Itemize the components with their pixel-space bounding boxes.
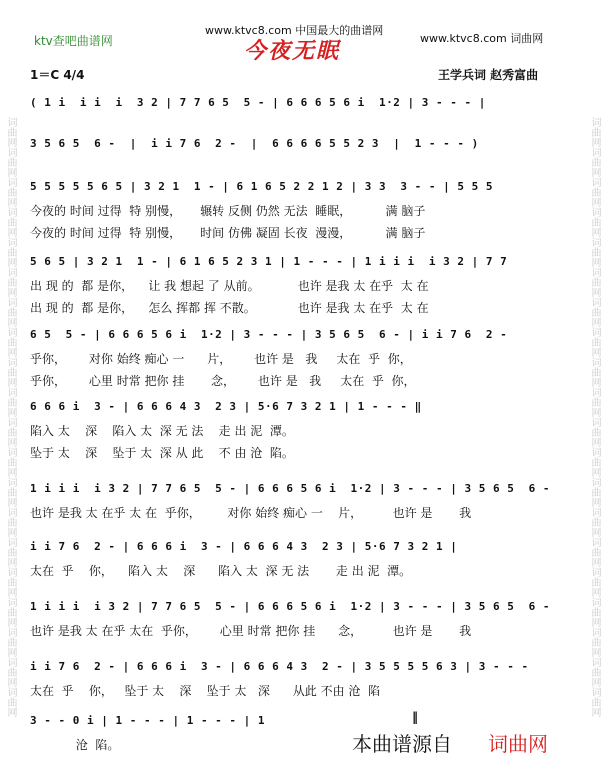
lyric-line: 出 现 的 都 是你， 让 我 想起 了 从前。 也许 是我 太 在乎 太 在 xyxy=(30,279,429,293)
notation-row: i i 7 6 2 - | 6 6 6 i 3 - | 6 6 6 4 3 2 3 | 5·6 7 3 2 1 | xyxy=(30,540,458,553)
lyric-line: 太在 乎 你， 坠于 太 深 坠于 太 深 从此 不由 沧 陷 xyxy=(30,684,381,698)
key-meter: 1＝C 4/4 xyxy=(30,68,85,82)
footer-source-label: 本曲谱源自 xyxy=(352,732,452,756)
notation-row: ( 1 i i i i 3 2 | 7 7 6 5 5 - | 6 6 6 5 6 i 1·2 | 3 - - - | xyxy=(30,96,486,109)
footer-site-label: 词曲网 xyxy=(488,732,548,756)
lyric-line: 今夜的 时间 过得 特 别慢， 辗转 反侧 仍然 无法 睡眠， 满 脑子 xyxy=(30,204,426,218)
lyric-line: 乎你， 心里 时常 把你 挂 念， 也许 是 我 太在 乎 你， xyxy=(30,374,416,388)
notation-row: 5 6 5 | 3 2 1 1 - | 6 1 6 5 2 3 1 | 1 - - - | 1 i i i i 3 2 | 7 7 xyxy=(30,255,508,268)
lyric-line: 乎你， 对你 始终 痴心 一 片， 也许 是 我 太在 乎 你， xyxy=(30,352,412,366)
lyric-line: 陷入 太 深 陷入 太 深 无 法 走 出 泥 潭。 xyxy=(30,424,294,438)
notation-row: i i 7 6 2 - | 6 6 6 i 3 - | 6 6 6 4 3 2 - | 3 5 5 5 5 6 3 | 3 - - - xyxy=(30,660,529,673)
credits: 王学兵词 赵秀富曲 xyxy=(438,68,539,82)
end-barline-mark: ‖ xyxy=(412,710,418,724)
notation-row: 6 6 6 i 3 - | 6 6 6 4 3 2 3 | 5·6 7 3 2 1 | 1 - - - ‖ xyxy=(30,400,422,413)
lyric-line: 沧 陷。 xyxy=(30,738,120,752)
lyric-line: 坠于 太 深 坠于 太 深 从 此 不 由 沧 陷。 xyxy=(30,446,294,460)
lyric-line: 也许 是我 太 在乎 太在 乎你， 心里 时常 把你 挂 念， 也许 是 我 xyxy=(30,624,472,638)
lyric-line: 出 现 的 都 是你， 怎么 挥都 挥 不散。 也许 是我 太 在乎 太 在 xyxy=(30,301,429,315)
notation-row: 3 - - 0 i | 1 - - - | 1 - - - | 1 xyxy=(30,714,266,727)
song-title: 今夜无眠 xyxy=(244,38,341,64)
lyric-line: 今夜的 时间 过得 特 别慢， 时间 仿佛 凝固 长夜 漫漫， 满 脑子 xyxy=(30,226,426,240)
notation-row: 6 5 5 - | 6 6 6 5 6 i 1·2 | 3 - - - | 3 5 6 5 6 - | i i 7 6 2 - xyxy=(30,328,508,341)
notation-row: 1 i i i i 3 2 | 7 7 6 5 5 - | 6 6 6 5 6 i 1·2 | 3 - - - | 3 5 6 5 6 - xyxy=(30,482,550,495)
notation-row: 3 5 6 5 6 - | i i 7 6 2 - | 6 6 6 6 5 5 2 3 | 1 - - - ) xyxy=(30,137,479,150)
site-name-center: www.ktvc8.com 中国最大的曲谱网 xyxy=(205,24,384,37)
lyric-line: 太在 乎 你， 陷入 太 深 陷入 太 深 无 法 走 出 泥 潭。 xyxy=(30,564,412,578)
side-watermark-left: 词曲网词曲网词曲网词曲网词曲网词曲网词曲网词曲网词曲网词曲网词曲网词曲网词曲网词曲网词曲网词曲网词曲网词曲网词曲网词曲网 xyxy=(5,116,16,717)
lyric-line: 也许 是我 太 在乎 太 在 乎你， 对你 始终 痴心 一 片， 也许 是 我 xyxy=(30,506,472,520)
notation-row: 1 i i i i 3 2 | 7 7 6 5 5 - | 6 6 6 5 6 i 1·2 | 3 - - - | 3 5 6 5 6 - xyxy=(30,600,550,613)
side-watermark-right: 词曲网词曲网词曲网词曲网词曲网词曲网词曲网词曲网词曲网词曲网词曲网词曲网词曲网词曲网词曲网词曲网词曲网词曲网词曲网词曲网 xyxy=(589,116,600,717)
site-name-left: ktv查吧曲谱网 xyxy=(34,34,113,48)
notation-row: 5 5 5 5 5 6 5 | 3 2 1 1 - | 6 1 6 5 2 2 1 2 | 3 3 3 - - | 5 5 5 xyxy=(30,180,493,193)
site-name-right: www.ktvc8.com 词曲网 xyxy=(420,32,544,45)
